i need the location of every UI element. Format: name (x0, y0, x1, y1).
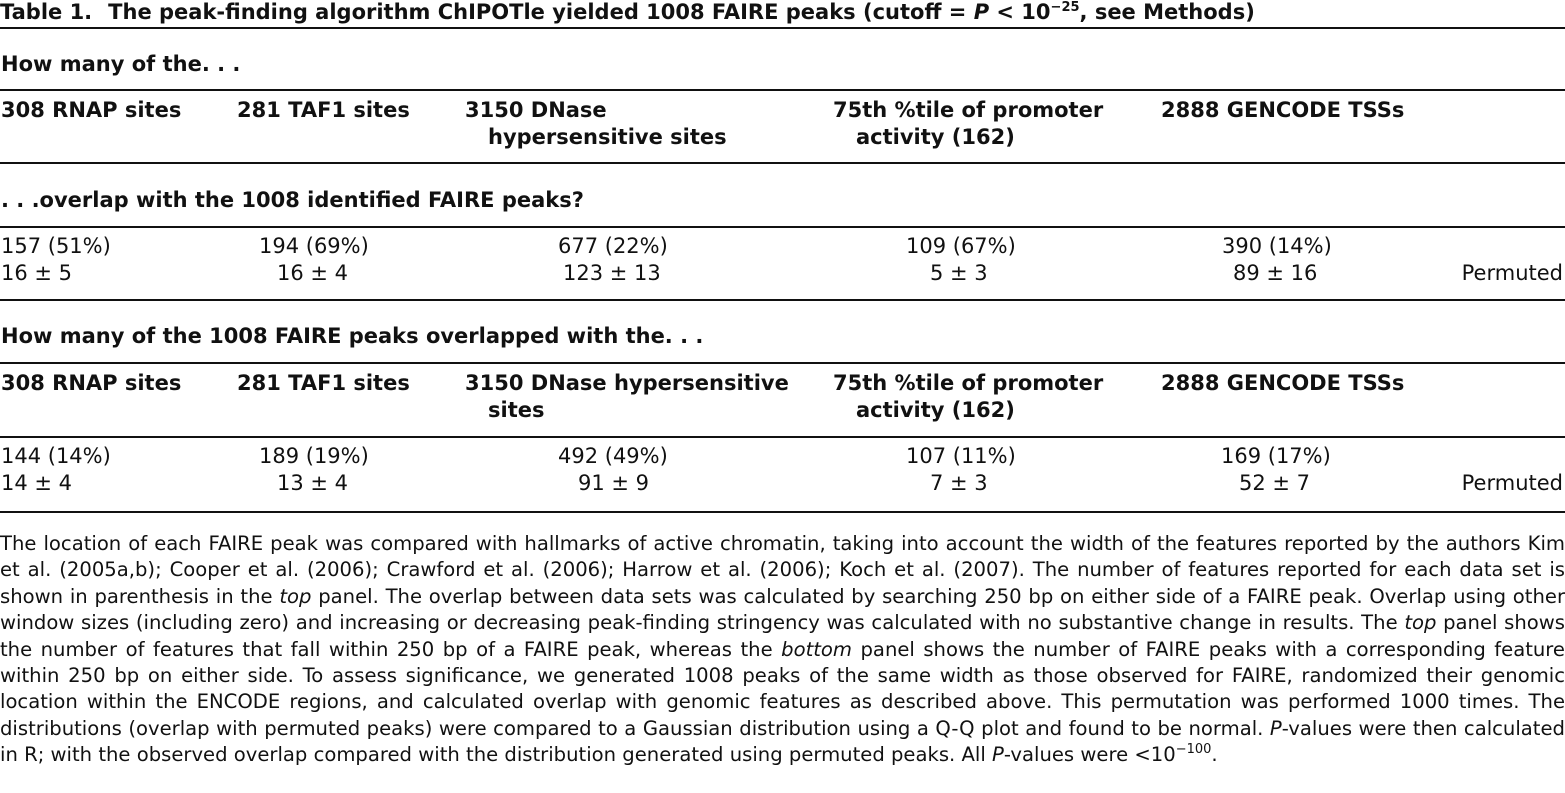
rule-bottom-panel-header (0, 362, 1565, 364)
top-observed-gencode: 390 (14%) (1222, 234, 1332, 258)
bottom-observed-taf1: 189 (19%) (259, 444, 369, 468)
caption-p-rel: < 10 (989, 0, 1051, 24)
bottom-col-taf1: 281 TAF1 sites (237, 371, 410, 395)
bottom-observed-gencode: 169 (17%) (1221, 444, 1331, 468)
top-col-gencode: 2888 GENCODE TSSs (1161, 98, 1405, 122)
table-label: Table 1. (0, 0, 93, 24)
bottom-permuted-gencode: 52 ± 7 (1239, 471, 1311, 495)
top-observed-promoter: 109 (67%) (906, 234, 1016, 258)
bottom-observed-promoter: 107 (11%) (906, 444, 1016, 468)
rule-top-panel-end (0, 299, 1565, 301)
bottom-col-promoter: 75th %tile of promoter activity (162) (833, 371, 1104, 422)
rule-top-panel-cols (0, 162, 1565, 164)
caption-text-before: The peak-finding algorithm ChIPOTle yielded 1008 FAIRE peaks (cutoff = (108, 0, 974, 24)
rule-top-panel-subtitle (0, 226, 1565, 228)
caption-p-exp: −25 (1050, 0, 1080, 15)
bottom-permuted-dnase: 91 ± 9 (578, 471, 650, 495)
rule-top (0, 27, 1565, 29)
top-col-dnase: 3150 DNase hypersensitive sites (465, 98, 727, 149)
top-col-promoter: 75th %tile of promoter activity (162) (833, 98, 1104, 149)
bottom-observed-dnase: 492 (49%) (558, 444, 668, 468)
top-panel-title: How many of the. . . (1, 52, 241, 76)
top-panel-subtitle: . . .overlap with the 1008 identified FAIRE peaks? (1, 188, 584, 212)
bottom-permuted-rnap: 14 ± 4 (1, 471, 73, 495)
bottom-panel-title: How many of the 1008 FAIRE peaks overlapped with the. . . (1, 324, 704, 348)
table-caption (0, 0, 1255, 24)
top-permuted-label: Permuted (1461, 261, 1563, 285)
bottom-permuted-taf1: 13 ± 4 (277, 471, 349, 495)
top-permuted-promoter: 5 ± 3 (930, 261, 988, 285)
rule-bottom-panel-end (0, 511, 1565, 513)
bottom-permuted-promoter: 7 ± 3 (930, 471, 988, 495)
caption-text (108, 0, 1255, 24)
top-permuted-taf1: 16 ± 4 (277, 261, 349, 285)
top-observed-dnase: 677 (22%) (558, 234, 668, 258)
top-observed-taf1: 194 (69%) (259, 234, 369, 258)
bottom-permuted-label: Permuted (1461, 471, 1563, 495)
top-observed-rnap: 157 (51%) (1, 234, 111, 258)
bottom-col-rnap: 308 RNAP sites (1, 371, 182, 395)
bottom-col-dnase: 3150 DNase hypersensitive sites (465, 371, 789, 422)
top-permuted-dnase: 123 ± 13 (563, 261, 661, 285)
top-col-rnap: 308 RNAP sites (1, 98, 182, 122)
rule-bottom-panel-cols (0, 436, 1565, 438)
top-col-taf1: 281 TAF1 sites (237, 98, 410, 122)
caption-text-after: , see Methods) (1079, 0, 1255, 24)
bottom-observed-rnap: 144 (14%) (1, 444, 111, 468)
rule-top-panel-header (0, 89, 1565, 91)
top-permuted-rnap: 16 ± 5 (1, 261, 73, 285)
top-permuted-gencode: 89 ± 16 (1233, 261, 1318, 285)
bottom-col-gencode: 2888 GENCODE TSSs (1161, 371, 1405, 395)
caption-p-symbol: P (973, 0, 990, 24)
table-footnote: The location of each FAIRE peak was compared with hallmarks of active chromatin, taking into account the width of the features reported by the authors Kim et al. (2005a,b); Cooper et al. (2006); Crawford et al. (2006); Harrow et al. (2006); Koch et al. (2007). The number of features reported for each data set is shown in parenthesis in the top panel. The overlap between data sets was calculated by searching 250 bp on either side of a FAIRE peak. Overlap using other window sizes (including zero) and increasing or decreasing peak-finding stringency was calculated with no substantive change in results. The top panel shows the number of features that fall within 250 bp of a FAIRE peak, whereas the bottom panel shows the number of FAIRE peaks with a corresponding feature within 250 bp on either side. To assess significance, we generated 1008 peaks of the same width as those observed for FAIRE, randomized their genomic location within the ENCODE regions, and calculated overlap with genomic features as described above. This permutation was performed 1000 times. The distributions (overlap with permuted peaks) were compared to a Gaussian distribution using a Q-Q plot and found to be normal. P-values were then calculated in R; with the observed overlap compared with the distribution generated using permuted peaks. All P-values were $<10^{-100}$. (0, 532, 1565, 767)
